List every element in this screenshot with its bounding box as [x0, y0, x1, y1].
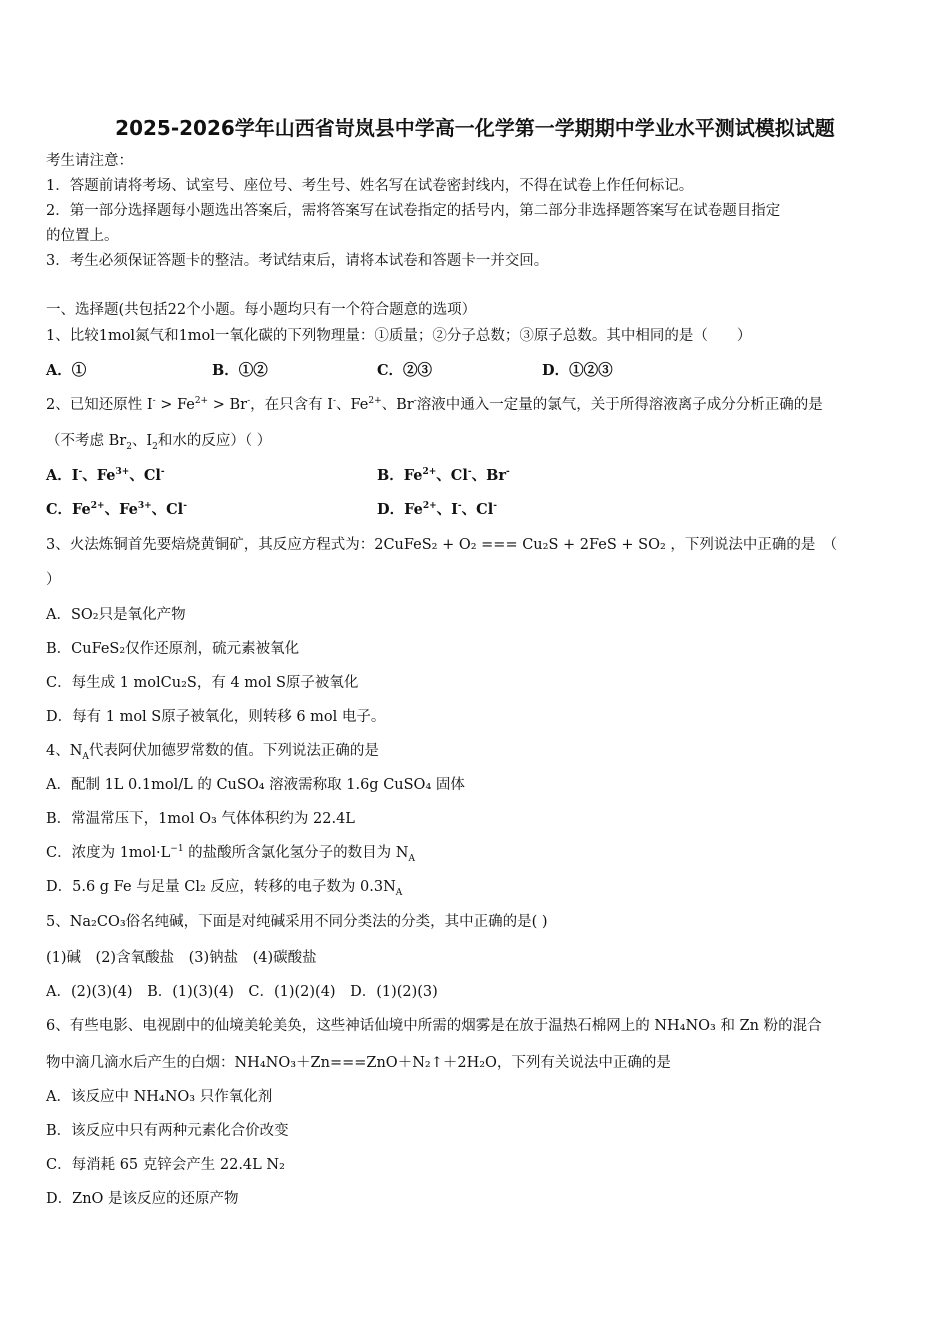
q3-option-c: C．每生成 1 molCu₂S，有 4 mol S原子被氧化 — [46, 675, 359, 691]
q4-option-a: A．配制 1L 0.1mol/L 的 CuSO₄ 溶液需称取 1.6g CuSO₄ 固体 — [46, 777, 465, 793]
question-3-stem-line2: ） — [46, 572, 61, 588]
q1-option-d: D．①②③ — [542, 362, 613, 379]
notice-item: 1．答题前请将考场、试室号、座位号、考生号、姓名写在试卷密封线内，不得在试卷上作任何标记。 — [46, 178, 694, 194]
q3-option-d: D．每有 1 mol S原子被氧化，则转移 6 mol 电子。 — [46, 709, 386, 725]
q6-option-b: B．该反应中只有两种元素化合价改变 — [46, 1123, 289, 1139]
section-heading: 一、选择题(共包括22个小题。每小题均只有一个符合题意的选项） — [46, 302, 477, 318]
question-6-stem: 6、有些电影、电视剧中的仙境美轮美奂，这些神话仙境中所需的烟雾是在放于温热石棉网上的 NH₄NO₃ 和 Zn 粉的混合 — [46, 1018, 822, 1034]
q3-option-a: A．SO₂只是氧化产物 — [46, 607, 186, 623]
q4-option-b: B．常温常压下，1mol O₃ 气体体积约为 22.4L — [46, 811, 355, 827]
q3-option-b: B．CuFeS₂仅作还原剂，硫元素被氧化 — [46, 641, 300, 657]
q2-option-d: D．$Fe^{2+}$、I-、Cl- — [377, 501, 497, 518]
q2-option-a: A．I-、$Fe^{3+}$、Cl- — [46, 467, 165, 484]
question-4-stem: 4、$N_A$代表阿伏加德罗常数的值。下列说法正确的是 — [46, 743, 379, 762]
notice-item: 2．第一部分选择题每小题选出答案后，需将答案写在试卷指定的括号内，第二部分非选择题答案写在试卷题目指定 — [46, 203, 781, 219]
question-2-stem: 2、已知还原性 $I^- > Fe^{2+} > Br^-$，在只含有 I-、$Fe^{2+}$、Br-溶液中通入一定量的氯气，关于所得溶液离子成分分析正确的是 — [46, 396, 823, 413]
q2-option-c: C．$Fe^{2+}$、$Fe^{3+}$、Cl- — [46, 501, 187, 518]
notice-item: 3．考生必须保证答题卡的整洁。考试结束后，请将本试卷和答题卡一并交回。 — [46, 253, 549, 269]
question-3-stem: 3、火法炼铜首先要焙烧黄铜矿，其反应方程式为：2CuFeS₂ + O₂ === Cu₂S + 2FeS + SO₂ ，下列说法中正确的是 （ — [46, 537, 838, 553]
q4-option-d: D．5.6 g Fe 与足量 Cl₂ 反应，转移的电子数为 $0.3N_A$ — [46, 879, 403, 898]
q4-option-c: C．浓度为 $1mol\cdot L^{-1}$ 的盐酸所含氯化氢分子的数目为 $N_A$ — [46, 844, 415, 864]
notice-heading: 考生请注意： — [46, 153, 133, 169]
q2-option-b: B．$Fe^{2+}$、Cl-、Br- — [377, 467, 510, 484]
question-5-stem: 5、Na₂CO₃俗名纯碱，下面是对纯碱采用不同分类法的分类，其中正确的是( ) — [46, 914, 548, 930]
question-6-stem-line2: 物中滴几滴水后产生的白烟：NH₄NO₃＋Zn===ZnO＋N₂↑＋2H₂O，下列有关说法中正确的是 — [46, 1055, 671, 1071]
q1-option-b: B．①② — [212, 362, 268, 379]
q6-option-a: A．该反应中 NH₄NO₃ 只作氧化剂 — [46, 1089, 273, 1105]
q6-option-d: D．ZnO 是该反应的还原产物 — [46, 1191, 239, 1207]
q5-options: A．(2)(3)(4) B．(1)(3)(4) C．(1)(2)(4) D．(1)(2)(3) — [46, 984, 438, 1000]
question-2-stem-line2: （不考虑 $Br_2$、$I_2$和水的反应）（ ） — [46, 433, 272, 452]
notice-item: 的位置上。 — [46, 228, 119, 244]
question-1-stem: 1、比较1mol氮气和1mol一氧化碳的下列物理量：①质量；②分子总数；③原子总数。其中相同的是（ ） — [46, 328, 752, 344]
page-title: 2025-2026学年山西省岢岚县中学高一化学第一学期期中学业水平测试模拟试题 — [115, 116, 835, 140]
q6-option-c: C．每消耗 65 克锌会产生 22.4L N₂ — [46, 1157, 285, 1173]
q1-option-c: C．②③ — [377, 362, 433, 379]
q5-categories: (1)碱 (2)含氧酸盐 (3)钠盐 (4)碳酸盐 — [46, 950, 317, 966]
q1-option-a: A．① — [46, 362, 87, 379]
